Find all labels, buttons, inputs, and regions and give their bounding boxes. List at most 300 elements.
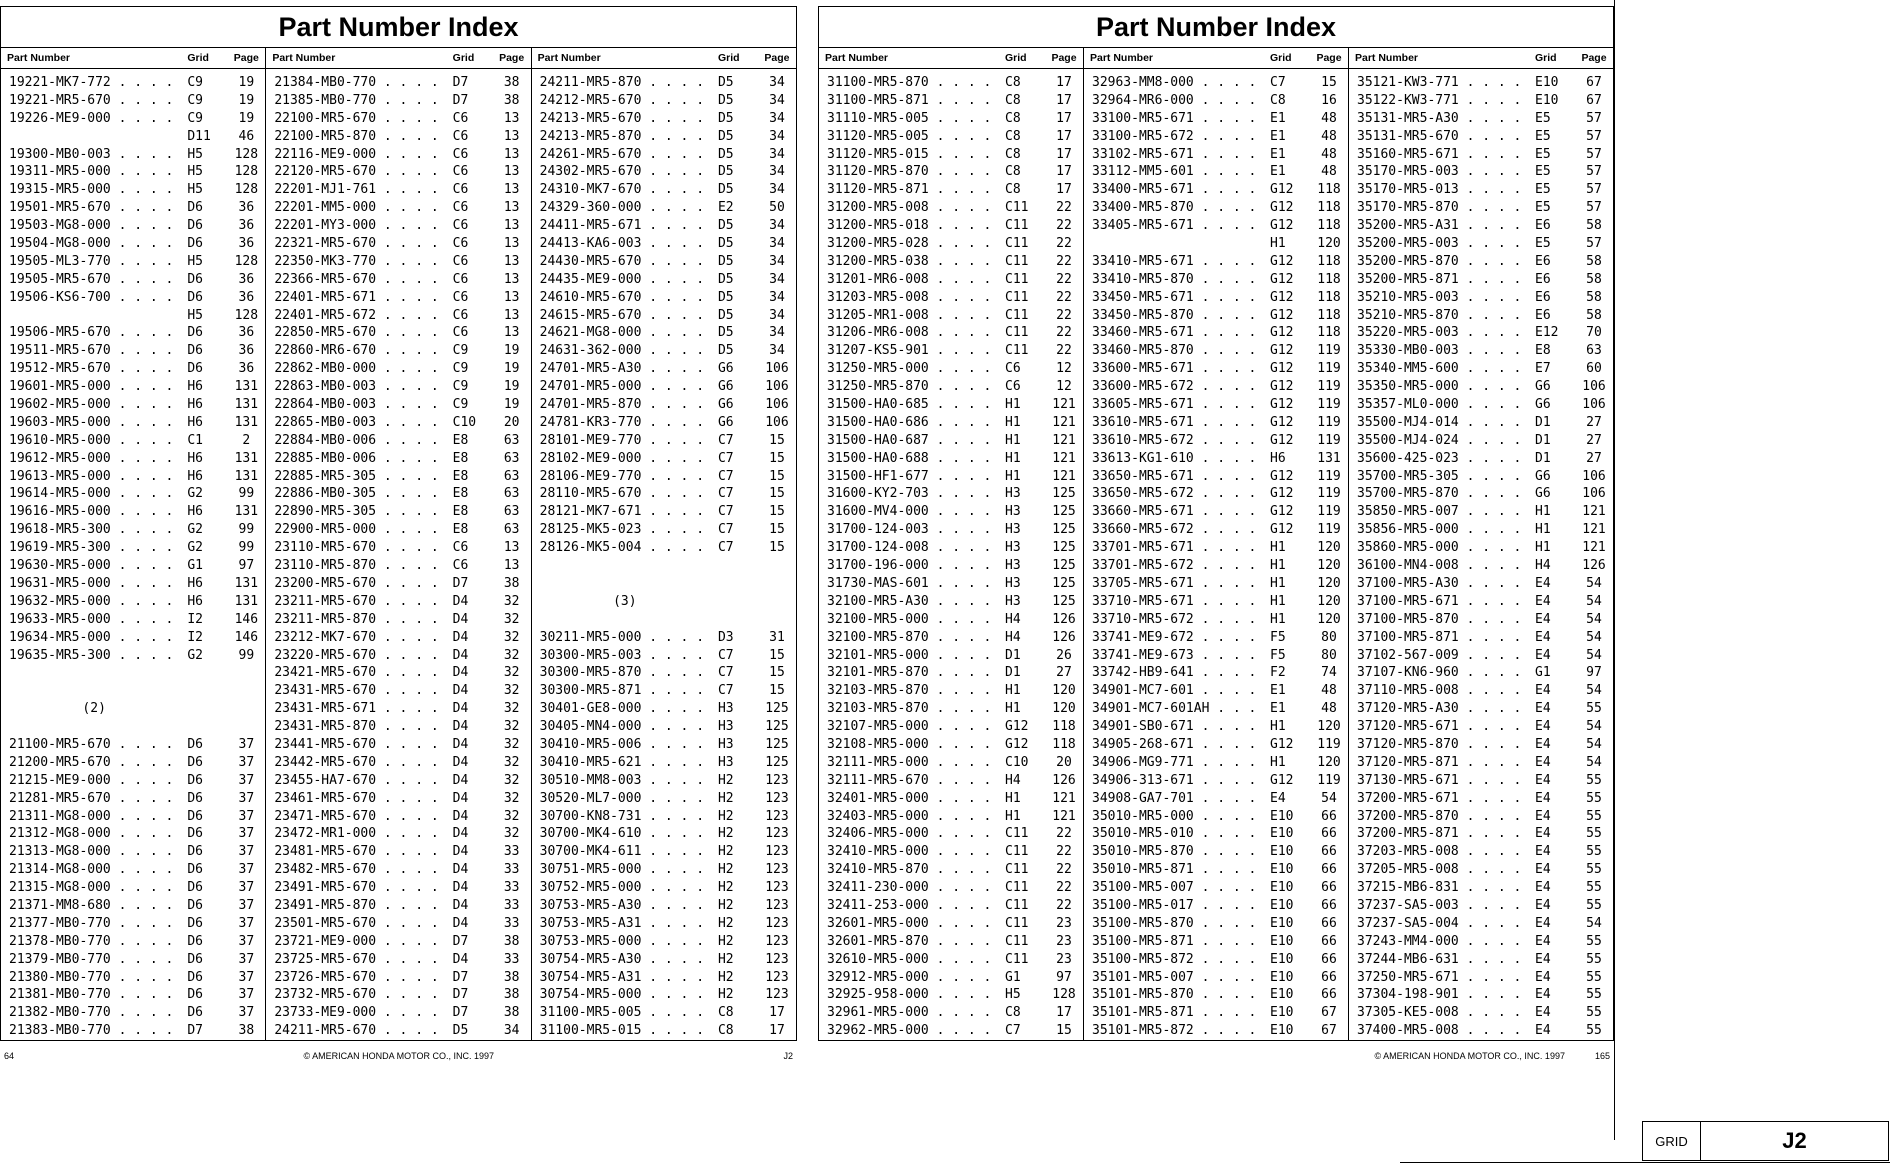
part-number: 31100-MR5-871 . . . . bbox=[827, 92, 992, 108]
index-row bbox=[819, 933, 1083, 951]
page-ref: 67 bbox=[1586, 92, 1602, 108]
index-row bbox=[819, 468, 1083, 486]
page-ref bbox=[227, 700, 265, 718]
grid-ref: C6 bbox=[452, 146, 469, 162]
page-ref: 26 bbox=[1056, 647, 1072, 663]
index-row bbox=[532, 861, 796, 879]
grid-ref: G12 bbox=[1005, 719, 1029, 735]
page-ref: 126 bbox=[1052, 611, 1076, 627]
grid-ref: G6 bbox=[717, 361, 734, 377]
page-ref: 17 bbox=[1056, 146, 1072, 162]
part-number: 32100-MR5-870 . . . . bbox=[827, 629, 992, 645]
page-ref: 118 bbox=[1317, 271, 1341, 287]
grid-ref: D7 bbox=[452, 75, 469, 90]
page-ref: 37 bbox=[238, 987, 255, 1003]
index-row bbox=[266, 1022, 530, 1040]
page-ref: 36 bbox=[238, 218, 255, 234]
grid-ref: H4 bbox=[1535, 558, 1551, 574]
page-ref: 131 bbox=[234, 468, 259, 484]
grid-ref: H2 bbox=[717, 933, 734, 949]
column-header bbox=[1349, 48, 1613, 69]
part-number: 35010-MR5-871 . . . . bbox=[1092, 862, 1257, 878]
page-ref: 34 bbox=[769, 343, 785, 359]
index-row bbox=[1, 378, 265, 396]
index-row bbox=[1349, 450, 1613, 468]
part-number: 21313-MG8-000 . . . . bbox=[9, 844, 174, 860]
page-number: 165 bbox=[1594, 1051, 1610, 1062]
index-row bbox=[266, 289, 530, 307]
page-ref: 27 bbox=[1056, 665, 1072, 681]
index-row bbox=[819, 897, 1083, 915]
part-number: 37100-MR5-870 . . . . bbox=[1357, 611, 1522, 627]
part-number: 23721-ME9-000 . . . . bbox=[274, 933, 439, 949]
part-number: 35357-ML0-000 . . . . bbox=[1357, 397, 1522, 413]
index-column bbox=[531, 48, 796, 1040]
part-number: 35340-MM5-600 . . . . bbox=[1357, 361, 1522, 377]
grid-ref: D5 bbox=[717, 92, 734, 108]
page-ref: 66 bbox=[1321, 987, 1337, 1003]
page-ref: 106 bbox=[765, 414, 789, 430]
grid-ref: D11 bbox=[187, 128, 211, 144]
part-number: 33741-ME9-672 . . . . bbox=[1092, 629, 1257, 645]
page-ref: 32 bbox=[503, 808, 520, 824]
page-ref: 67 bbox=[1321, 1005, 1337, 1021]
part-number: 31200-MR5-038 . . . . bbox=[827, 253, 992, 269]
grid-ref: C9 bbox=[187, 75, 203, 90]
index-row bbox=[1349, 468, 1613, 486]
part-number: 32108-MR5-000 . . . . bbox=[827, 736, 992, 752]
index-row bbox=[819, 342, 1083, 360]
index-row bbox=[1084, 1004, 1348, 1022]
grid-ref: G12 bbox=[1270, 504, 1294, 520]
index-row bbox=[1349, 432, 1613, 450]
part-number: 33741-ME9-673 . . . . bbox=[1092, 647, 1257, 663]
index-row bbox=[1, 110, 265, 128]
page-ref: 131 bbox=[234, 414, 259, 430]
index-row bbox=[819, 128, 1083, 146]
grid-ref: H1 bbox=[1270, 611, 1286, 627]
page-ref: 57 bbox=[1586, 110, 1602, 126]
bottom-rule bbox=[1400, 1162, 1890, 1163]
grid-ref: E6 bbox=[1535, 307, 1551, 323]
part-number: 32403-MR5-000 . . . . bbox=[827, 808, 992, 824]
part-number: 23421-MR5-670 . . . . bbox=[274, 665, 439, 681]
index-row bbox=[819, 736, 1083, 754]
part-number: 35122-KW3-771 . . . . bbox=[1357, 92, 1522, 108]
part-number bbox=[532, 611, 718, 629]
grid-ref bbox=[718, 593, 758, 611]
page-ref: 119 bbox=[1317, 379, 1341, 395]
part-number: 23482-MR5-670 . . . . bbox=[274, 862, 439, 878]
page-ref: 58 bbox=[1586, 218, 1602, 234]
part-number: 19511-MR5-670 . . . . bbox=[9, 343, 174, 359]
part-number: 35160-MR5-671 . . . . bbox=[1357, 146, 1522, 162]
page-ref: 32 bbox=[503, 736, 520, 752]
page-ref: 128 bbox=[234, 164, 259, 180]
index-row bbox=[532, 772, 796, 790]
index-row bbox=[1349, 897, 1613, 915]
part-number: 37200-MR5-671 . . . . bbox=[1357, 790, 1522, 806]
page-ref: 97 bbox=[238, 558, 255, 574]
grid-ref: E8 bbox=[1535, 343, 1551, 359]
part-number: 35200-MR5-871 . . . . bbox=[1357, 271, 1522, 287]
index-row bbox=[266, 307, 530, 325]
part-number: 37215-MB6-831 . . . . bbox=[1357, 880, 1522, 896]
part-number: 31200-MR5-008 . . . . bbox=[827, 200, 992, 216]
index-row bbox=[1084, 951, 1348, 969]
part-number: 37200-MR5-871 . . . . bbox=[1357, 826, 1522, 842]
part-number: 30405-MN4-000 . . . . bbox=[539, 719, 705, 735]
index-row bbox=[1084, 539, 1348, 557]
page-ref: 128 bbox=[234, 307, 259, 323]
index-row bbox=[532, 879, 796, 897]
page-ref: 48 bbox=[1321, 128, 1337, 144]
part-number: 24413-KA6-003 . . . . bbox=[539, 236, 705, 252]
index-row bbox=[266, 754, 530, 772]
page-ref: 34 bbox=[769, 271, 785, 287]
grid-ref: E4 bbox=[1535, 629, 1551, 645]
page-ref: 55 bbox=[1586, 844, 1602, 860]
page-ref: 57 bbox=[1586, 128, 1602, 144]
grid-ref: D6 bbox=[187, 343, 203, 359]
index-row bbox=[1084, 271, 1348, 289]
grid-ref: E4 bbox=[1270, 790, 1286, 806]
grid-ref: C6 bbox=[452, 307, 469, 323]
index-row bbox=[532, 986, 796, 1004]
grid-ref: D7 bbox=[452, 92, 469, 108]
grid-ref: D6 bbox=[187, 218, 203, 234]
grid-ref: C6 bbox=[452, 271, 469, 287]
index-row bbox=[1084, 611, 1348, 629]
part-number: 31600-KY2-703 . . . . bbox=[827, 486, 992, 502]
grid-ref: G12 bbox=[1270, 772, 1294, 788]
index-row bbox=[1349, 825, 1613, 843]
grid-ref: D4 bbox=[452, 736, 469, 752]
part-number: 22850-MR5-670 . . . . bbox=[274, 325, 439, 341]
part-number: 22865-MB0-003 . . . . bbox=[274, 414, 439, 430]
index-row bbox=[266, 897, 530, 915]
grid-ref: E4 bbox=[1535, 915, 1551, 931]
page-ref: 27 bbox=[1586, 450, 1602, 466]
page-ref: 13 bbox=[503, 218, 520, 234]
grid-ref: H2 bbox=[717, 897, 734, 913]
part-number: 28106-ME9-770 . . . . bbox=[539, 468, 705, 484]
index-row bbox=[1349, 986, 1613, 1004]
index-row bbox=[266, 879, 530, 897]
part-number: 19618-MR5-300 . . . . bbox=[9, 522, 174, 538]
page-ref: 37 bbox=[238, 880, 255, 896]
index-rows bbox=[819, 69, 1083, 1040]
grid-ref: E10 bbox=[1270, 987, 1294, 1003]
page-ref: 15 bbox=[769, 665, 785, 681]
grid-ref: E4 bbox=[1535, 862, 1551, 878]
part-number: 28126-MK5-004 . . . . bbox=[539, 540, 705, 556]
index-row bbox=[1349, 110, 1613, 128]
grid-ref: E4 bbox=[1535, 719, 1551, 735]
grid-ref: G1 bbox=[1535, 665, 1551, 681]
grid-ref: C7 bbox=[717, 450, 734, 466]
part-number: 19631-MR5-000 . . . . bbox=[9, 575, 174, 591]
index-row bbox=[266, 521, 530, 539]
page-ref: 13 bbox=[503, 540, 520, 556]
index-row bbox=[819, 521, 1083, 539]
index-row bbox=[1349, 861, 1613, 879]
grid-ref bbox=[187, 664, 227, 682]
index-row bbox=[819, 808, 1083, 826]
grid-ref: H1 bbox=[1005, 790, 1021, 806]
part-number: 19512-MR5-670 . . . . bbox=[9, 361, 174, 377]
page-ref: 13 bbox=[503, 146, 520, 162]
page-ref: 55 bbox=[1586, 933, 1602, 949]
grid-ref: H3 bbox=[1005, 575, 1021, 591]
grid-ref: D7 bbox=[452, 575, 469, 591]
part-number: 28102-ME9-000 . . . . bbox=[539, 450, 705, 466]
grid-header: Grid bbox=[187, 52, 209, 64]
grid-ref: D6 bbox=[187, 897, 203, 913]
grid-ref: D4 bbox=[452, 701, 469, 717]
grid-ref: C9 bbox=[452, 361, 469, 377]
page-ref: 99 bbox=[238, 540, 255, 556]
grid-ref: C8 bbox=[1005, 146, 1021, 162]
page-ref: 32 bbox=[503, 593, 520, 609]
index-row bbox=[819, 414, 1083, 432]
index-row bbox=[1084, 718, 1348, 736]
index-row bbox=[1349, 700, 1613, 718]
part-number: 21371-MM8-680 . . . . bbox=[9, 897, 174, 913]
grid-ref: C11 bbox=[1005, 307, 1029, 323]
grid-ref: D5 bbox=[717, 253, 734, 269]
page-ref: 55 bbox=[1586, 987, 1602, 1003]
index-row bbox=[819, 307, 1083, 325]
page-ref: 54 bbox=[1586, 719, 1602, 735]
grid-ref: E10 bbox=[1270, 915, 1294, 931]
index-row bbox=[1, 217, 265, 235]
index-row bbox=[1084, 521, 1348, 539]
grid-ref: C11 bbox=[1005, 862, 1029, 878]
grid-ref: D4 bbox=[452, 844, 469, 860]
page-ref: 2 bbox=[242, 432, 251, 448]
grid-ref: E5 bbox=[1535, 128, 1551, 144]
page-ref: 12 bbox=[1056, 379, 1072, 395]
page-ref: 48 bbox=[1321, 683, 1337, 699]
grid-ref: C6 bbox=[452, 236, 469, 252]
part-number: 31100-MR5-870 . . . . bbox=[827, 75, 992, 90]
part-number: 19633-MR5-000 . . . . bbox=[9, 611, 174, 627]
grid-ref: D5 bbox=[717, 289, 734, 305]
index-row bbox=[532, 432, 796, 450]
part-number: 33405-MR5-671 . . . . bbox=[1092, 218, 1257, 234]
page-ref: 119 bbox=[1317, 432, 1341, 448]
grid-ref: D6 bbox=[187, 361, 203, 377]
page-ref: 120 bbox=[1317, 558, 1341, 574]
column-header bbox=[1084, 48, 1348, 69]
page-ref bbox=[227, 718, 265, 736]
grid-ref: E1 bbox=[1270, 146, 1286, 162]
page-ref: 118 bbox=[1317, 182, 1341, 198]
page-ref: 37 bbox=[238, 915, 255, 931]
page-ref: 67 bbox=[1586, 75, 1602, 90]
part-number: 30410-MR5-621 . . . . bbox=[539, 754, 705, 770]
page-ref: 121 bbox=[1052, 468, 1076, 484]
part-number: 21382-MB0-770 . . . . bbox=[9, 1005, 174, 1021]
page-ref: 37 bbox=[238, 951, 255, 967]
part-number: 19315-MR5-000 . . . . bbox=[9, 182, 174, 198]
index-row bbox=[532, 450, 796, 468]
grid-ref: C11 bbox=[1005, 289, 1029, 305]
page-ref: 63 bbox=[503, 504, 520, 520]
index-row bbox=[1084, 790, 1348, 808]
index-row bbox=[819, 289, 1083, 307]
page-header: Page bbox=[764, 52, 790, 64]
part-number: 30754-MR5-000 . . . . bbox=[539, 987, 705, 1003]
index-row bbox=[1084, 736, 1348, 754]
page-ref: 121 bbox=[1582, 540, 1606, 556]
page-ref: 23 bbox=[1056, 915, 1072, 931]
part-number bbox=[1, 307, 187, 325]
page-ref: 27 bbox=[1586, 432, 1602, 448]
part-number: 22350-MK3-770 . . . . bbox=[274, 253, 439, 269]
index-row bbox=[1349, 271, 1613, 289]
grid-ref: G1 bbox=[187, 558, 203, 574]
part-number: 35170-MR5-013 . . . . bbox=[1357, 182, 1522, 198]
page-ref: 55 bbox=[1586, 969, 1602, 985]
part-number: 31203-MR5-008 . . . . bbox=[827, 289, 992, 305]
grid-ref: E10 bbox=[1270, 1005, 1294, 1021]
page-ref: 20 bbox=[1056, 754, 1072, 770]
grid-ref: D1 bbox=[1535, 432, 1551, 448]
grid-ref: G12 bbox=[1270, 200, 1294, 216]
grid-ref: C6 bbox=[452, 289, 469, 305]
page-ref: 123 bbox=[765, 826, 789, 842]
page-ref: 13 bbox=[503, 325, 520, 341]
index-row bbox=[1349, 915, 1613, 933]
index-row bbox=[266, 503, 530, 521]
page-ref: 34 bbox=[769, 307, 785, 323]
grid-ref: G6 bbox=[1535, 397, 1551, 413]
grid-ref: H2 bbox=[717, 790, 734, 806]
part-number: 37102-567-009 . . . . bbox=[1357, 647, 1522, 663]
index-row bbox=[819, 700, 1083, 718]
index-row bbox=[266, 485, 530, 503]
grid-ref: E4 bbox=[1535, 969, 1551, 985]
grid-ref: D4 bbox=[452, 593, 469, 609]
part-number: 30754-MR5-A31 . . . . bbox=[539, 969, 705, 985]
part-number-header: Part Number bbox=[537, 52, 601, 64]
part-number: (3) bbox=[613, 593, 637, 609]
grid-ref: G12 bbox=[1270, 343, 1294, 359]
page-ref: 123 bbox=[765, 933, 789, 949]
grid-ref: E4 bbox=[1535, 790, 1551, 806]
index-row bbox=[1, 324, 265, 342]
part-number: 30753-MR5-A31 . . . . bbox=[539, 915, 705, 931]
index-row bbox=[532, 897, 796, 915]
index-row bbox=[1, 593, 265, 611]
page-ref: 125 bbox=[765, 754, 789, 770]
grid-ref: C11 bbox=[1005, 915, 1029, 931]
page-ref: 126 bbox=[1052, 772, 1076, 788]
part-number: 19635-MR5-300 . . . . bbox=[9, 647, 174, 663]
grid-ref: E4 bbox=[1535, 611, 1551, 627]
index-row bbox=[1, 74, 265, 92]
index-row bbox=[1084, 664, 1348, 682]
index-row bbox=[1349, 181, 1613, 199]
page-ref bbox=[758, 557, 796, 575]
grid-header: Grid bbox=[717, 52, 740, 64]
grid-ref: G2 bbox=[187, 540, 203, 556]
index-row bbox=[819, 986, 1083, 1004]
index-row bbox=[819, 146, 1083, 164]
index-row bbox=[1, 611, 265, 629]
column-header bbox=[1, 48, 265, 69]
part-number: 37100-MR5-A30 . . . . bbox=[1357, 575, 1522, 591]
part-number: 24701-MR5-870 . . . . bbox=[539, 397, 705, 413]
part-number: 35860-MR5-000 . . . . bbox=[1357, 540, 1522, 556]
page-ref: 15 bbox=[769, 540, 785, 556]
index-row bbox=[532, 664, 796, 682]
part-number: 21215-ME9-000 . . . . bbox=[9, 772, 174, 788]
part-number: 24261-MR5-670 . . . . bbox=[539, 146, 705, 162]
grid-ref: D5 bbox=[717, 307, 734, 323]
page-ref: 54 bbox=[1586, 629, 1602, 645]
index-row bbox=[532, 271, 796, 289]
index-rows bbox=[1, 69, 265, 1040]
index-row bbox=[266, 92, 530, 110]
index-column bbox=[1348, 48, 1613, 1040]
page-ref: 63 bbox=[503, 432, 520, 448]
page-ref: 55 bbox=[1586, 1023, 1602, 1039]
grid-ref: E4 bbox=[1535, 880, 1551, 896]
index-row bbox=[1349, 933, 1613, 951]
page-ref: 58 bbox=[1586, 307, 1602, 323]
index-row bbox=[1349, 1004, 1613, 1022]
part-number: 19619-MR5-300 . . . . bbox=[9, 540, 174, 556]
index-row bbox=[819, 861, 1083, 879]
page-ref: 13 bbox=[503, 289, 520, 305]
index-row bbox=[1349, 74, 1613, 92]
grid-ref: E10 bbox=[1270, 897, 1294, 913]
index-row bbox=[266, 181, 530, 199]
grid-ref: D5 bbox=[717, 110, 734, 126]
page-ref: 32 bbox=[503, 701, 520, 717]
grid-ref: E4 bbox=[1535, 647, 1551, 663]
page-ref: 58 bbox=[1586, 289, 1602, 305]
page-ref: 50 bbox=[769, 200, 785, 216]
index-row bbox=[1, 736, 265, 754]
part-number bbox=[1084, 235, 1270, 253]
index-row bbox=[1084, 432, 1348, 450]
index-row bbox=[1084, 808, 1348, 826]
page-ref: 15 bbox=[1056, 1023, 1072, 1039]
page-ref: 121 bbox=[1052, 432, 1076, 448]
index-row bbox=[1084, 629, 1348, 647]
index-row bbox=[532, 736, 796, 754]
part-number: 37107-KN6-960 . . . . bbox=[1357, 665, 1522, 681]
index-row bbox=[1084, 235, 1348, 253]
part-number: 34908-GA7-701 . . . . bbox=[1092, 790, 1257, 806]
grid-ref: G6 bbox=[1535, 468, 1551, 484]
part-number: 22885-MR5-305 . . . . bbox=[274, 468, 439, 484]
grid-ref: G6 bbox=[1535, 486, 1551, 502]
index-row bbox=[1349, 969, 1613, 987]
page-ref: 125 bbox=[765, 736, 789, 752]
part-number: 34906-MG9-771 . . . . bbox=[1092, 754, 1257, 770]
part-number: 19610-MR5-000 . . . . bbox=[9, 432, 174, 448]
index-row bbox=[1, 1004, 265, 1022]
part-number: 35700-MR5-305 . . . . bbox=[1357, 468, 1522, 484]
grid-ref: E1 bbox=[1270, 701, 1286, 717]
left-page bbox=[0, 6, 797, 1062]
part-number: 23212-MK7-670 . . . . bbox=[274, 629, 439, 645]
